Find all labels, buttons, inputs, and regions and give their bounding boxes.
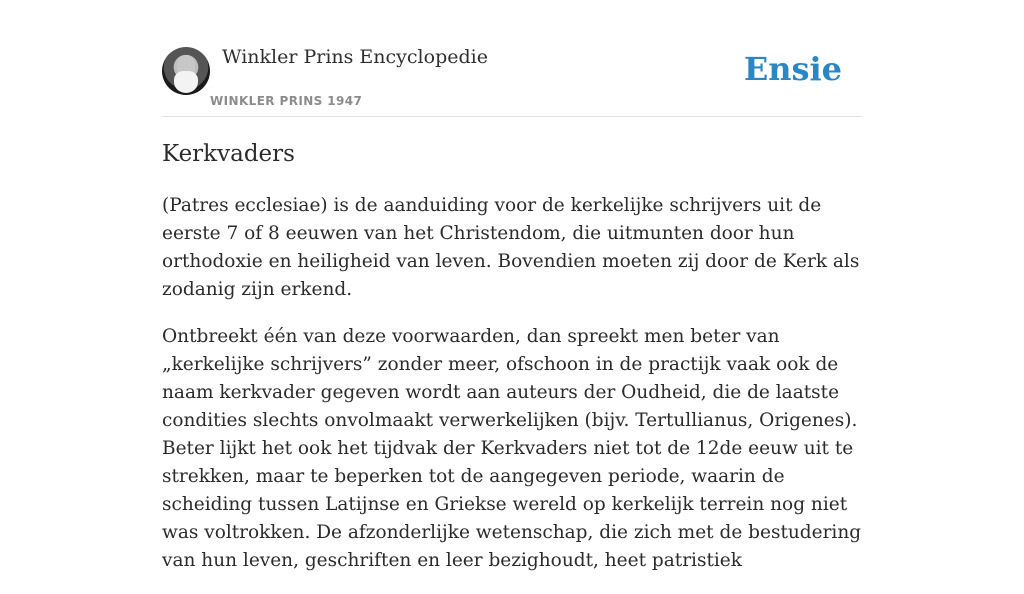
header — [162, 46, 862, 117]
source-title[interactable]: Winkler Prins Encyclopedie — [222, 46, 488, 68]
beard-shape — [174, 71, 198, 93]
article-paragraph-1: (Patres ecclesiae) is de aanduiding voor de kerkelijke schrijvers uit de eerste 7 of 8 eeuwen van het Christendom, die uitmunten door hun orthodoxie en heiligheid van leven. Bovendien moeten zij door de Kerk als zodanig zijn erkend. — [162, 195, 860, 300]
article-body — [162, 192, 862, 594]
page-title: Kerkvaders — [162, 141, 295, 167]
source-subtitle[interactable]: WINKLER PRINS 1947 — [210, 94, 363, 108]
avatar[interactable] — [162, 47, 210, 95]
article-paragraph-2: Ontbreekt één van deze voorwaarden, dan spreekt men beter van „kerkelijke schrijvers” zonder meer, ofschoon in de practijk vaak ook de naam kerkvader gegeven wordt aan auteurs der Oudheid, die de laatste condities slechts onvolmaakt verwerkelijken (bijv. Tertullianus, Origenes). Beter lijkt het ook het tijdvak der Kerkvaders niet tot de 12de eeuw uit te strekken, maar te beperken tot de aangegeven periode, waarin de scheiding tussen Latijnse en Griekse wereld op kerkelijk terrein nog niet was voltrokken. De afzonderlijke wetenschap, die zich met de bestudering van hun leven, geschriften en leer bezighoudt, heet patristiek — [162, 326, 862, 571]
ensie-logo[interactable]: Ensie — [743, 50, 842, 88]
